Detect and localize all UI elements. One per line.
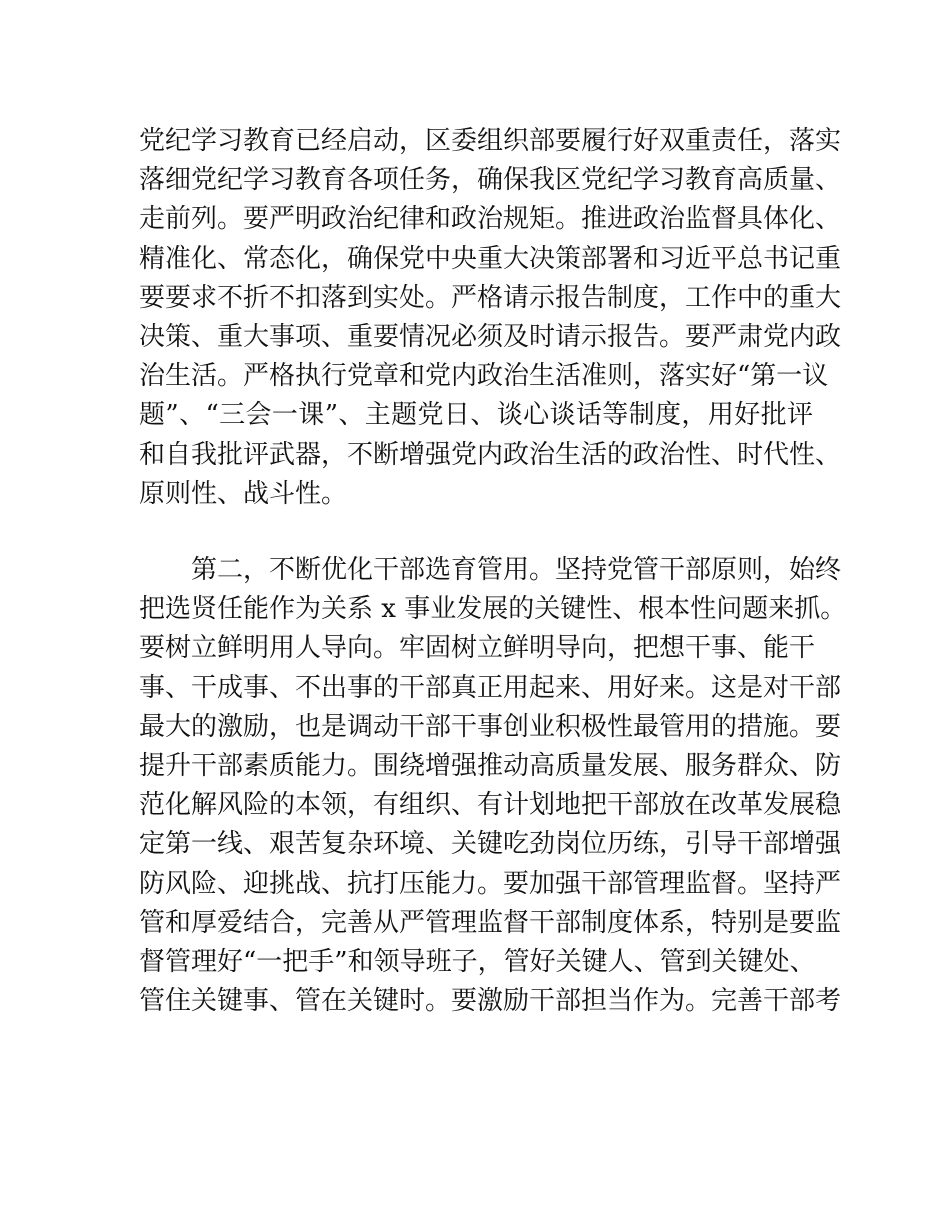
text-line: 管和厚爱结合，完善从严管理监督干部制度体系，特别是要监: [139, 907, 842, 938]
text-line: 和自我批评武器，不断增强党内政治生活的政治性、时代性、: [139, 439, 842, 470]
text-line: 党纪学习教育已经启动，区委组织部要履行好双重责任，落实: [139, 126, 842, 156]
text-line: 把选贤任能作为关系 x 事业发展的关键性、根本性问题来抓。: [139, 594, 847, 625]
text-line: 督管理好“一把手”和领导班子，管好关键人、管到关键处、: [139, 946, 816, 977]
text-line: 原则性、战斗性。: [139, 478, 348, 509]
text-line-indented: 第二，不断优化干部选育管用。坚持党管干部原则，始终: [191, 555, 842, 585]
text-line: 事、干成事、不出事的干部真正用起来、用好来。这是对干部: [139, 672, 842, 703]
text-line: 最大的激励，也是调动干部干事创业积极性最管用的措施。要: [139, 711, 842, 742]
paragraph-1: [139, 122, 842, 514]
text-line: 精准化、常态化，确保党中央重大决策部署和习近平总书记重: [139, 243, 842, 274]
text-line: 落细党纪学习教育各项任务，确保我区党纪学习教育高质量、: [139, 165, 842, 196]
paragraph-2: [139, 551, 847, 1021]
text-line: 防风险、迎挑战、抗打压能力。要加强干部管理监督。坚持严: [139, 868, 842, 899]
text-line: 管住关键事、管在关键时。要激励干部担当作为。完善干部考: [139, 986, 842, 1017]
text-line: 要要求不折不扣落到实处。严格请示报告制度，工作中的重大: [139, 282, 842, 313]
text-line: 题”、“三会一课”、主题党日、谈心谈话等制度，用好批评: [139, 400, 813, 431]
text-line: 范化解风险的本领，有组织、有计划地把干部放在改革发展稳: [139, 790, 842, 821]
text-line: 定第一线、艰苦复杂环境、关键吃劲岗位历练，引导干部增强: [139, 829, 842, 860]
text-line: 要树立鲜明用人导向。牢固树立鲜明导向，把想干事、能干: [139, 633, 816, 664]
text-line: 提升干部素质能力。围绕增强推动高质量发展、服务群众、防: [139, 750, 842, 781]
text-line: 决策、重大事项、重要情况必须及时请示报告。要严肃党内政: [139, 321, 842, 352]
text-line: 走前列。要严明政治纪律和政治规矩。推进政治监督具体化、: [139, 204, 842, 235]
text-line: 治生活。严格执行党章和党内政治生活准则，落实好“第一议: [139, 361, 829, 392]
